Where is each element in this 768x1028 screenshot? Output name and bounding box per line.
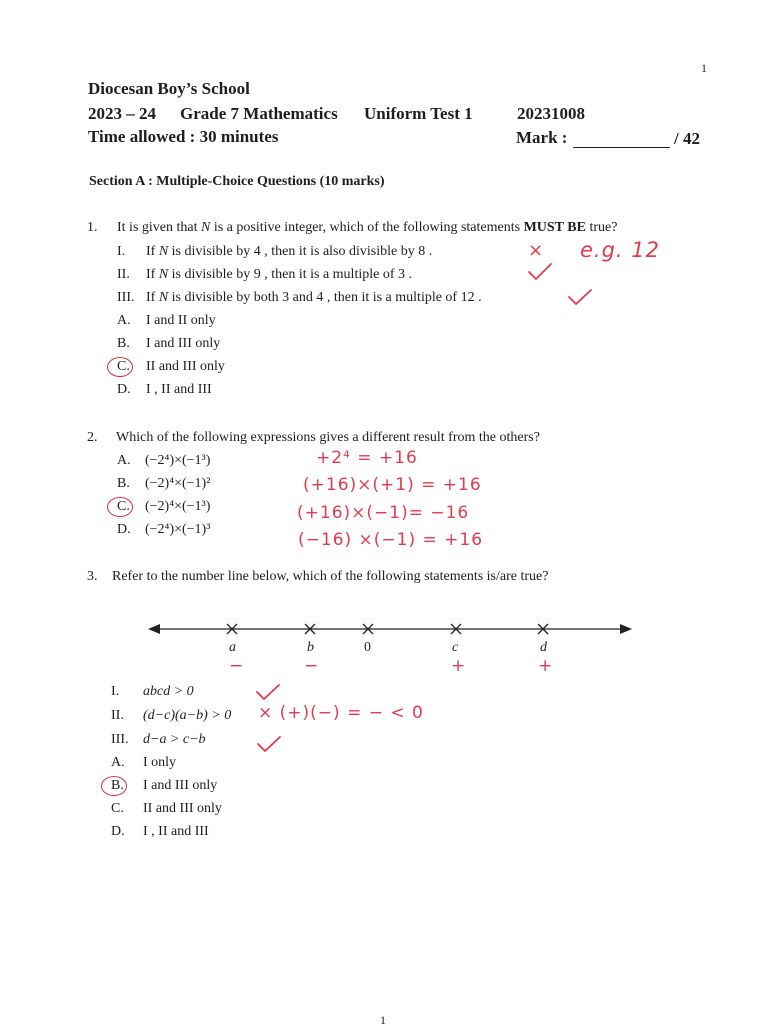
q1-option-b-letter: B. — [117, 336, 130, 351]
q3-statement-2-number: II. — [111, 708, 124, 723]
q1-option-c-letter: C. — [117, 359, 130, 374]
label-c: c — [452, 640, 459, 655]
test-name: Uniform Test 1 — [364, 104, 473, 123]
q3-statement-1-tick-icon — [255, 683, 281, 703]
q1-statement-2-tick-icon — [527, 262, 553, 282]
q2-option-d: (−2⁴)×(−1)³ — [145, 522, 211, 537]
q2-answer-circle — [107, 497, 133, 517]
q3-statement-3-tick-icon — [256, 735, 282, 755]
q2-number: 2. — [87, 430, 98, 445]
q1-option-d-letter: D. — [117, 382, 131, 397]
q2-work-c: (+16)×(−1)= −16 — [297, 503, 470, 523]
q3-option-d: I , II and III — [143, 824, 209, 839]
q3-option-a: I only — [143, 755, 177, 770]
q1-option-b: I and III only — [146, 336, 221, 351]
q1-stem: It is given that N is a positive integer, which of the following statements MUST BE true? — [117, 220, 618, 235]
number-line-left-arrow-icon — [148, 624, 160, 634]
q2-option-b: (−2)⁴×(−1)² — [145, 476, 211, 491]
page-number-top: 1 — [701, 61, 707, 75]
mark-label: Mark : — [516, 128, 568, 147]
q1-option-c: II and III only — [146, 359, 225, 374]
q3-statement-1: abcd > 0 — [143, 684, 194, 699]
label-b: b — [307, 640, 314, 655]
q2-stem: Which of the following expressions gives a different result from the others? — [116, 430, 540, 445]
q1-option-a: I and II only — [146, 313, 216, 328]
q1-counterexample: e.g. 12 — [580, 238, 660, 262]
q1-statement-3-number: III. — [117, 290, 135, 305]
q3-option-d-letter: D. — [111, 824, 125, 839]
q3-statement-1-number: I. — [111, 684, 120, 699]
q1-statement-3: If N is divisible by both 3 and 4 , then it is a multiple of 12 . — [146, 290, 482, 305]
q2-option-c-letter: C. — [117, 499, 130, 514]
q2-option-c: (−2)⁴×(−1³) — [145, 499, 211, 514]
test-date: 20231008 — [517, 104, 585, 123]
q2-work-d: (−16) ×(−1) = +16 — [298, 530, 484, 550]
q1-statement-1-cross-mark: × — [528, 240, 545, 261]
q2-work-a: +2⁴ = +16 — [316, 448, 418, 468]
q3-option-b-letter: B. — [111, 778, 124, 793]
sign-a: − — [229, 656, 245, 676]
q3-option-c: II and III only — [143, 801, 222, 816]
number-line-right-arrow-icon — [620, 624, 632, 634]
sign-d: + — [538, 656, 554, 676]
q2-work-b: (+16)×(+1) = +16 — [303, 475, 482, 495]
q3-statement-3: d−a > c−b — [143, 732, 206, 747]
q1-answer-circle — [107, 357, 133, 377]
q3-statement-2-working: × (+)(−) = − < 0 — [258, 703, 424, 723]
q3-option-c-letter: C. — [111, 801, 124, 816]
q3-statement-3-number: III. — [111, 732, 129, 747]
q2-option-a: (−2⁴)×(−1³) — [145, 453, 211, 468]
q1-option-d: I , II and III — [146, 382, 212, 397]
q1-statement-2-number: II. — [117, 267, 130, 282]
q1-statement-1-number: I. — [117, 244, 126, 259]
q3-number: 3. — [87, 569, 98, 584]
subject-title: Grade 7 Mathematics — [180, 104, 338, 123]
q2-option-d-letter: D. — [117, 522, 131, 537]
label-d: d — [540, 640, 547, 655]
time-allowed: Time allowed : 30 minutes — [88, 127, 279, 146]
total-marks: / 42 — [674, 129, 700, 148]
q3-answer-circle — [101, 776, 127, 796]
q3-option-a-letter: A. — [111, 755, 125, 770]
section-heading: Section A : Multiple-Choice Questions (10 marks) — [89, 174, 385, 189]
q1-option-a-letter: A. — [117, 313, 131, 328]
q1-statement-1: If N is divisible by 4 , then it is also divisible by 8 . — [146, 244, 433, 259]
q2-option-b-letter: B. — [117, 476, 130, 491]
mark-blank-line — [573, 147, 670, 148]
academic-year: 2023 – 24 — [88, 104, 156, 123]
sign-c: + — [451, 656, 467, 676]
q3-option-b: I and III only — [143, 778, 218, 793]
q1-number: 1. — [87, 220, 98, 235]
q1-statement-2: If N is divisible by 9 , then it is a multiple of 3 . — [146, 267, 412, 282]
label-0: 0 — [364, 640, 371, 655]
q2-option-a-letter: A. — [117, 453, 131, 468]
label-a: a — [229, 640, 236, 655]
sign-b: − — [304, 656, 320, 676]
q3-statement-2: (d−c)(a−b) > 0 — [143, 708, 232, 723]
q1-statement-3-tick-icon — [567, 288, 593, 308]
q3-stem: Refer to the number line below, which of the following statements is/are true? — [112, 569, 549, 584]
school-name: Diocesan Boy’s School — [88, 79, 250, 98]
number-line — [140, 615, 640, 645]
page-number-bottom: 1 — [380, 1013, 386, 1027]
